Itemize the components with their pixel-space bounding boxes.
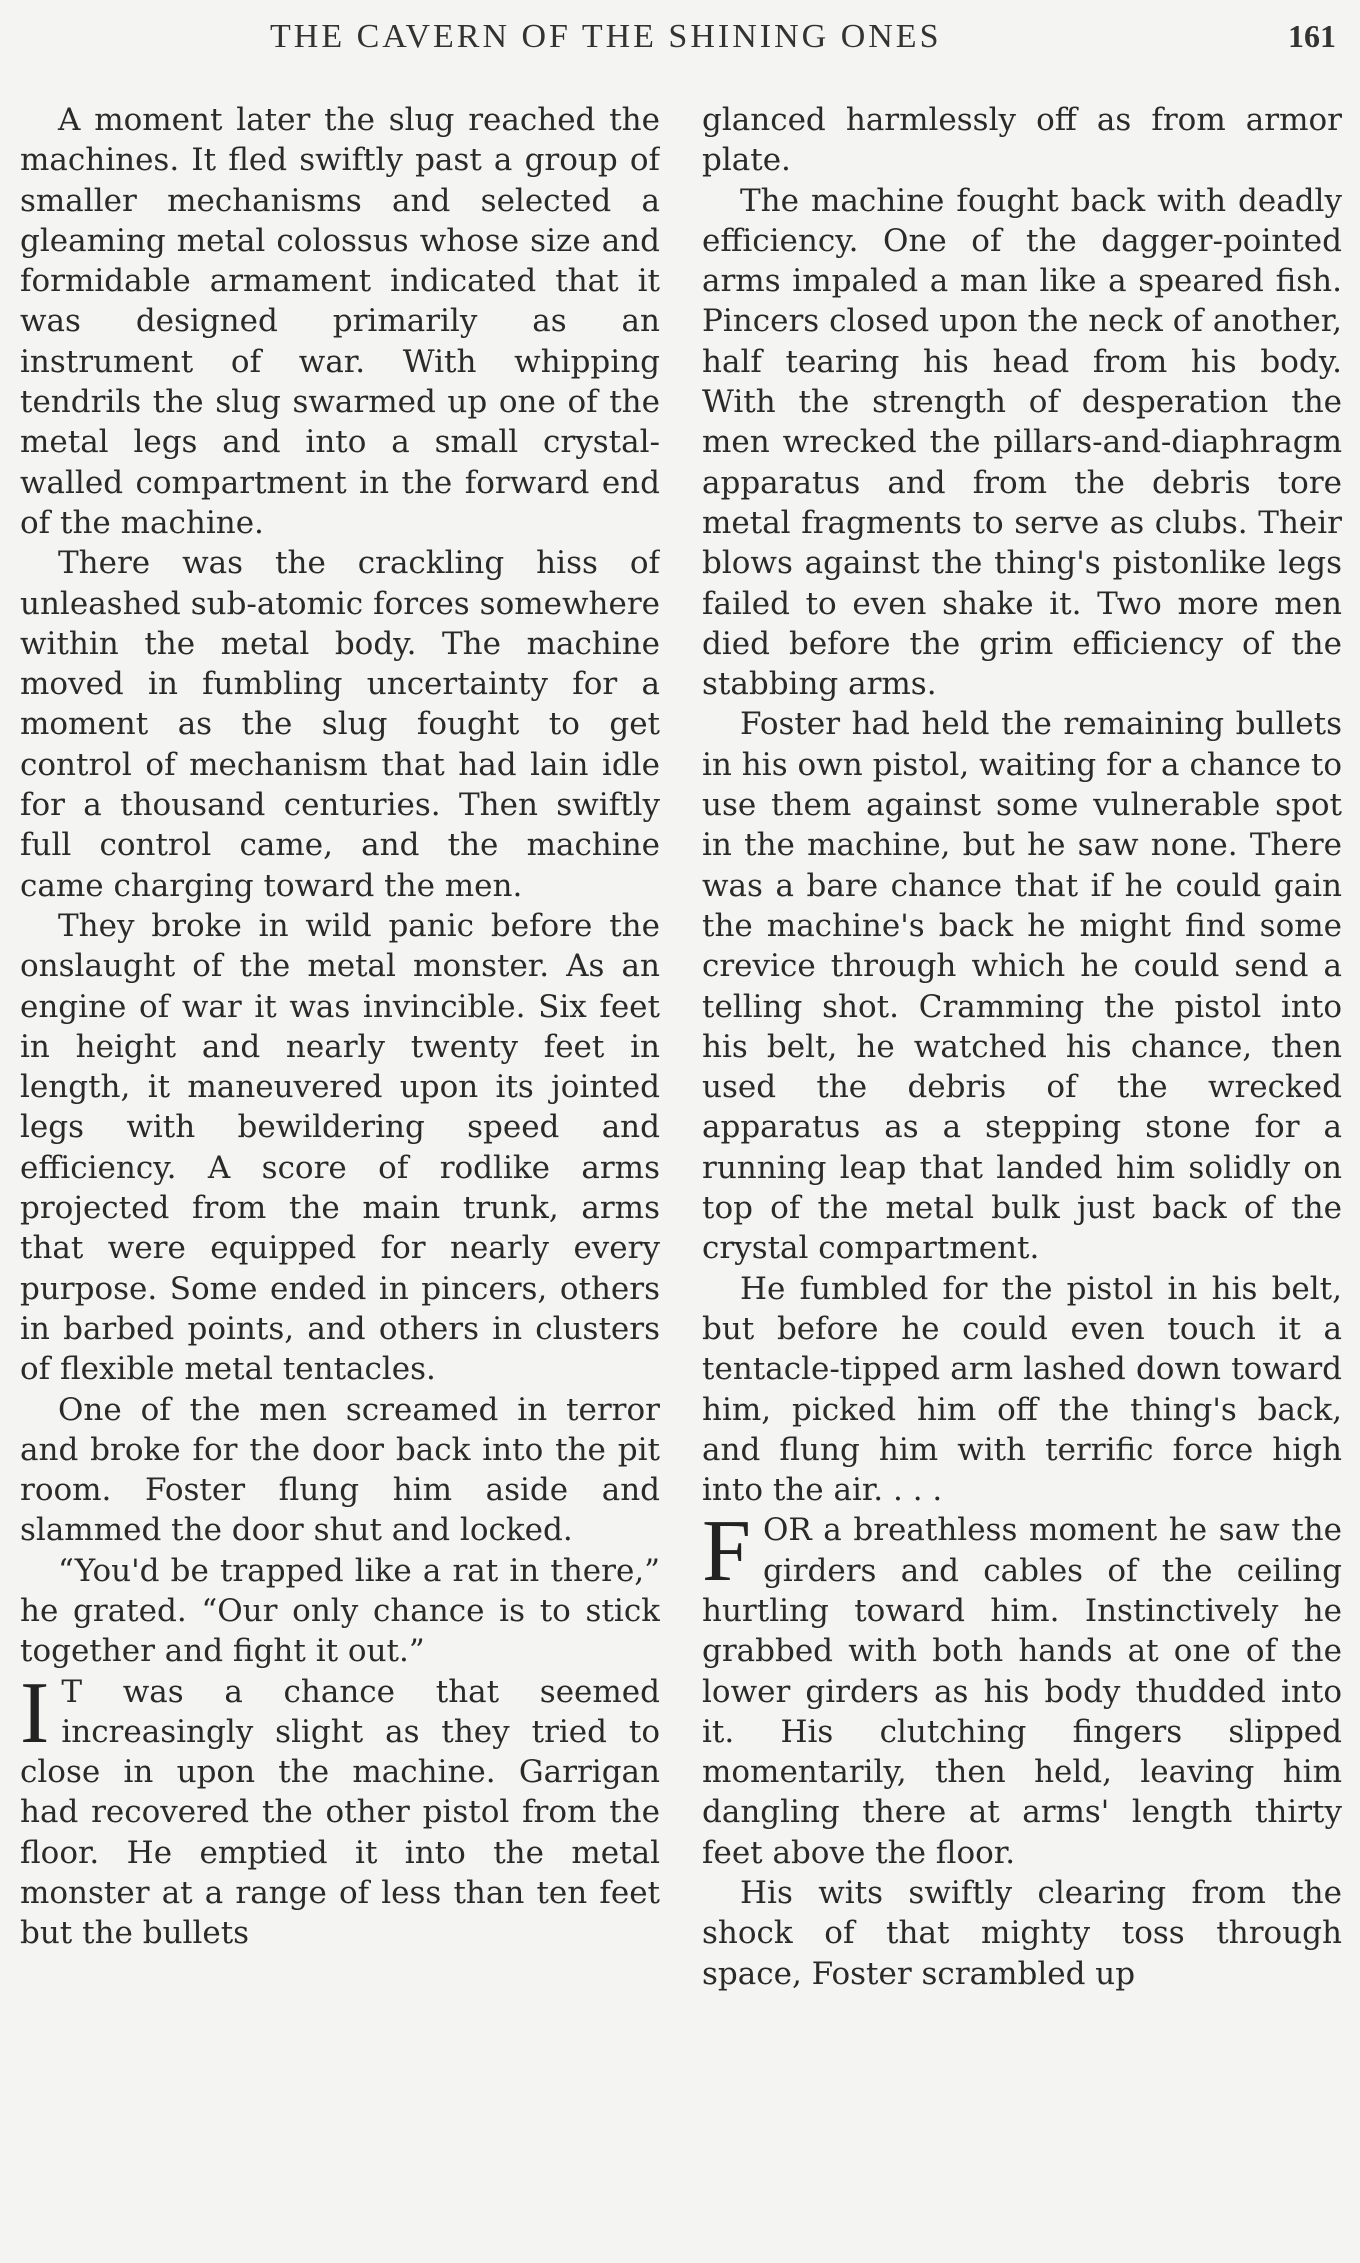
right-column xyxy=(702,100,1342,2250)
paragraph: The machine fought back with deadly efficiency. One of the dagger-pointed arms impaled a man like a speared fish. Pincers closed upon the neck of another, half tearing his head from his body. With the strength of desperation the men wrecked the pillars-and-diaphragm apparatus and from the debris tore metal fragments to serve as clubs. Their blows against the thing's pistonlike legs failed to even shake it. Two more men died before the grim efficiency of the stabbing arms. xyxy=(702,182,1342,703)
drop-cap: F xyxy=(702,1503,751,1601)
paragraph: His wits swiftly clearing from the shock of that mighty toss through space, Foster scrambled up xyxy=(702,1875,1342,1992)
paragraph: One of the men screamed in terror and broke for the door back into the pit room. Foster flung him aside and slammed the door shut and locked. xyxy=(20,1391,660,1549)
left-column xyxy=(20,100,660,2250)
page-header xyxy=(0,18,1360,68)
paragraph: They broke in wild panic before the onslaught of the metal monster. As an engine of war it was invincible. Six feet in height and nearly twenty feet in length, it maneuvered upon its jointed legs with bewildering speed and efficiency. A score of rodlike arms projected from the main trunk, arms that were equipped for nearly every purpose. Some ended in pincers, others in barbed points, and others in clusters of flexible metal tentacles. xyxy=(20,907,660,1388)
paragraph: Foster had held the remaining bullets in his own pistol, waiting for a chance to use them against some vulnerable spot in the machine, but he saw none. There was a bare chance that if he could gain the machine's back he might find some crevice through which he could send a telling shot. Cramming the pistol into his belt, he watched his chance, then used the debris of the wrecked apparatus as a stepping stone for a running leap that landed him solidly on top of the metal bulk just back of the crystal compartment. xyxy=(702,706,1342,1267)
continued-paragraph: glanced harmlessly off as from armor plate. xyxy=(702,102,1342,179)
page-number: 161 xyxy=(1288,18,1336,54)
drop-cap: I xyxy=(20,1664,50,1762)
section-opening-text: T was a chance that seemed increasingly slight as they tried to close in upon the machine. Garrigan had recovered the other pistol from the floor. He emptied it into the metal monster at a range of less than ten feet but the bullets xyxy=(20,1673,660,1952)
section-opening-paragraph xyxy=(702,1503,1342,1873)
paragraph: There was the crackling hiss of unleashed sub-atomic forces somewhere within the metal body. The machine moved in fumbling uncertainty for a moment as the slug fought to get control of mechanism that had lain idle for a thousand centuries. Then swiftly full control came, and the machine came charging toward the men. xyxy=(20,545,660,904)
section-opening-text: OR a breathless moment he saw the girders and cables of the ceiling hurtling toward him. Instinctively he grabbed with both hands at one of the lower girders as his body thudded into it. His clutching fingers slipped momentarily, then held, leaving him dangling there at arms' length thirty feet above the floor. xyxy=(702,1512,1342,1871)
paragraph: A moment later the slug reached the machines. It fled swiftly past a group of smaller mechanisms and selected a gleaming metal colossus whose size and formidable armament indicated that it was designed primarily as an instrument of war. With whipping tendrils the slug swarmed up one of the metal legs and into a small crystal-walled compartment in the forward end of the machine. xyxy=(20,102,660,541)
running-title: THE CAVERN OF THE SHINING ONES xyxy=(270,18,942,55)
paragraph: He fumbled for the pistol in his belt, but before he could even touch it a tentacle-tipped arm lashed down toward him, picked him off the thing's back, and flung him with terrific force high into the air. . . . xyxy=(702,1270,1342,1509)
section-opening-paragraph xyxy=(20,1664,660,1954)
paragraph: “You'd be trapped like a rat in there,” he grated. “Our only chance is to stick together and fight it out.” xyxy=(20,1552,660,1670)
